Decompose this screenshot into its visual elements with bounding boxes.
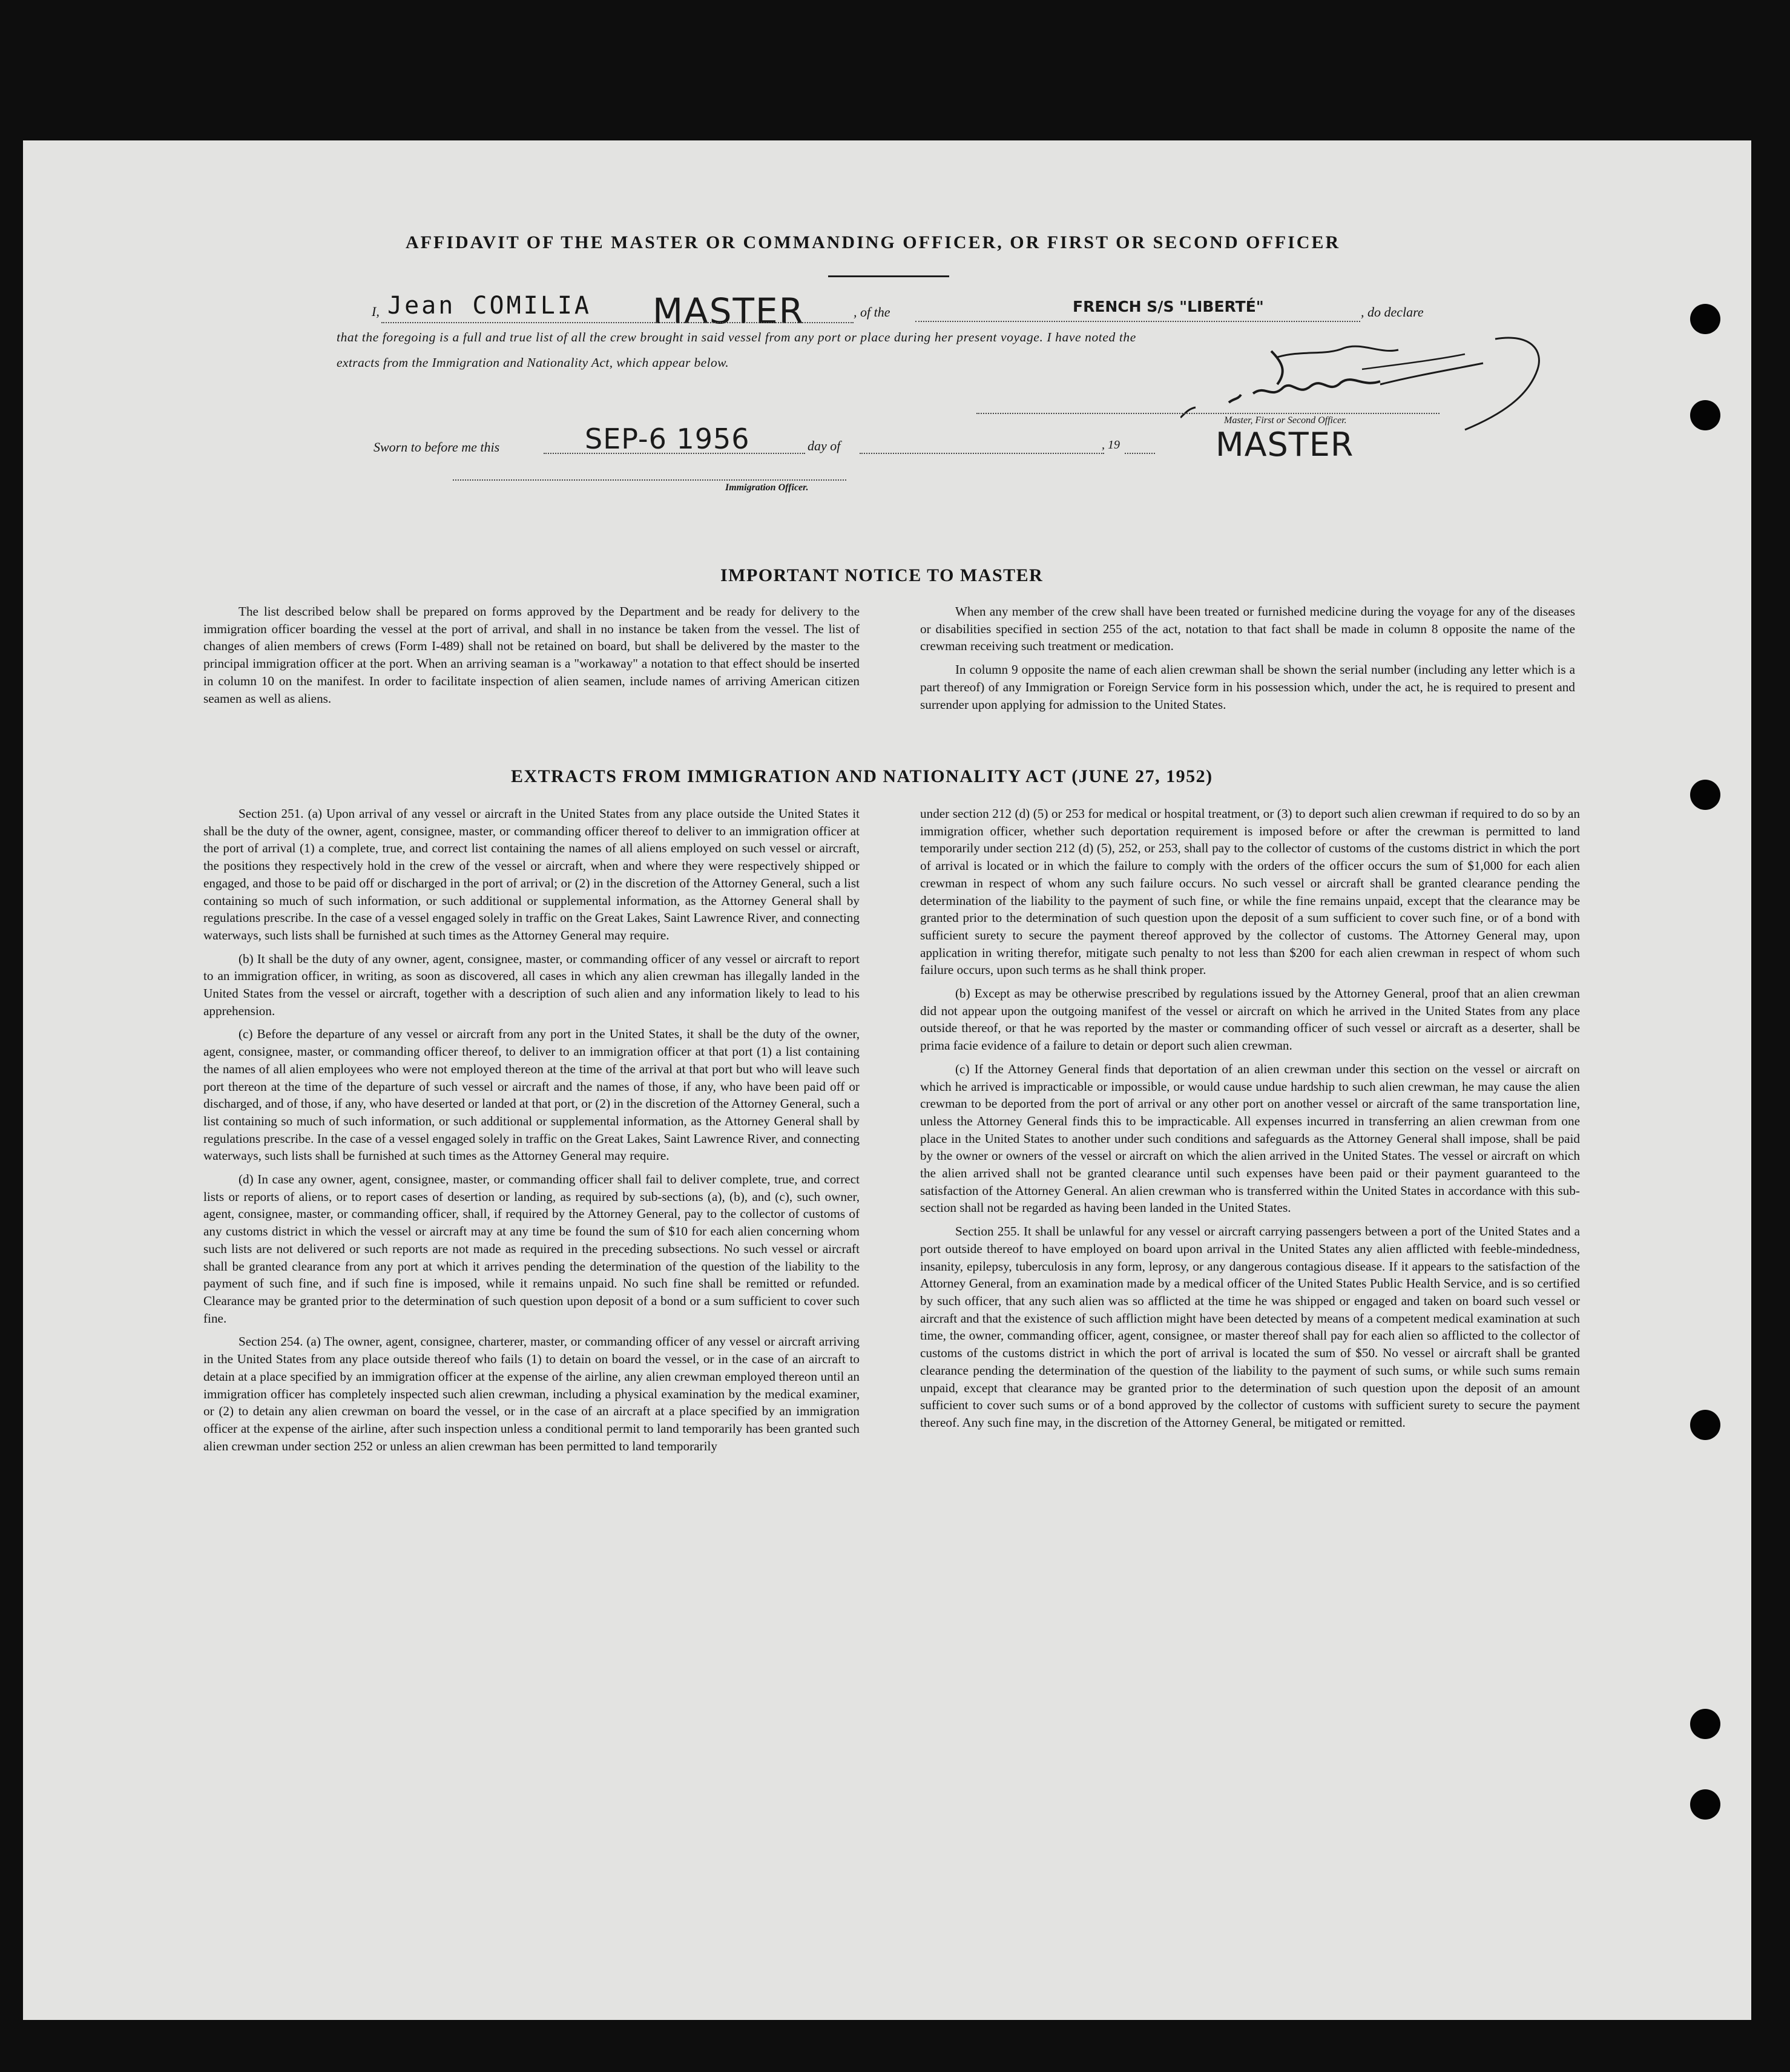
do-declare-label: , do declare xyxy=(1361,304,1424,320)
name-line xyxy=(381,322,854,323)
extract-paragraph: (b) Except as may be otherwise prescribed by regulations issued by the Attorney General, proof that an alien crewman did not appear upon the outgoing manifest of the vessel or aircraft on which he arrived in the United States from any place outside thereof, or that he was reported by the master or commanding officer of such vessel or aircraft as a deserter, shall be prima facie evidence of a failure to detain or deport such alien crewman. xyxy=(920,986,1580,1053)
officer-line xyxy=(453,479,846,481)
notice-title: IMPORTANT NOTICE TO MASTER xyxy=(720,565,1044,585)
day-of-label: day of xyxy=(808,438,841,453)
officer-label: Immigration Officer. xyxy=(725,482,809,493)
notice-paragraph: When any member of the crew shall have been treated or furnished medicine during the voyage for any of the diseases or disabilities specified in section 255 of the act, notation to that fact shall be made in column 8 opposite the name of the crewman receiving such treatment or medication. xyxy=(920,604,1575,654)
extract-paragraph: under section 212 (d) (5) or 253 for medical or hospital treatment, or (3) to deport such alien crewman if required to do so by an immigration officer, whether such deportation requirement is imposed before or after the crewman is permitted to land temporarily under section 212 (d) (5), 252, or 253, shall pay to the collector of customs of the customs district in which the port of arrival is located or in which the failure to comply with the orders of the officer occurs the sum of $1,000 for each alien crewman in respect of whom any such failure occurs. No such vessel or aircraft shall be granted clearance pending the determination of the liability to the payment of such fine, or while the fine remains unpaid, except that the clearance may be granted prior to the determination of such question upon the deposit of a sum sufficient to cover such fine, or of a bond with sufficient surety to secure the payment thereof approved by the collector of customs. The Attorney General may, upon application in writing therefor, mitigate such penalty to not less than $200 for each alien crewman in respect of whom such failure occurs, upon such terms as he shall think proper. xyxy=(920,806,1580,978)
declaration-line-2: that the foregoing is a full and true list of all the crew brought in said vessel from any port or place during her present voyage. I have noted the xyxy=(337,330,1136,344)
date-line xyxy=(544,453,805,454)
punch-hole xyxy=(1690,780,1720,810)
title-rule xyxy=(828,275,949,277)
year-line xyxy=(1125,453,1155,454)
extract-paragraph: (b) It shall be the duty of any owner, agent, consignee, master, or commanding officer of any vessel or aircraft to report to an immigration officer, in writing, as soon as discovered, all cases in which any alien crewman has illegally landed in the United States from the vessel or aircraft, together with a description of such alien and any information likely to lead to his apprehension. xyxy=(203,951,860,1018)
master-title-stamp: MASTER xyxy=(653,291,805,332)
punch-hole xyxy=(1690,1789,1720,1820)
vessel-line xyxy=(915,321,1360,322)
of-the-label: , of the xyxy=(854,304,890,320)
notice-paragraph: In column 9 opposite the name of each alien crewman shall be shown the serial number (including any letter which is a part thereof) of any Immigration or Foreign Service form in his possession which, under the act, he is required to present and surrender upon applying for admission to the United States. xyxy=(920,662,1575,712)
extract-paragraph: Section 251. (a) Upon arrival of any vessel or aircraft in the United States from any place outside the United States it shall be the duty of the owner, agent, consignee, master, or commanding officer thereof to deliver to an immigration officer at the port of arrival (1) a complete, true, and correct list containing the names of all aliens employed on such vessel or aircraft, the positions they respectively hold in the crew of the vessel or aircraft, when and where they were respectively shipped or engaged, and those to be paid off or discharged in the port of arrival; or (2) in the discretion of the Attorney General, such a list containing so much of such information, or such additional or supplemental information, as the Attorney General shall by regulations prescribe. In the case of a vessel engaged solely in traffic on the Great Lakes, Saint Lawrence River, and connecting waterways, such lists shall be furnished at such times as the Attorney General may require. xyxy=(203,806,860,942)
affidavit-title: AFFIDAVIT OF THE MASTER OR COMMANDING OFFICER, OR FIRST OR SECOND OFFICER xyxy=(406,232,1341,252)
master-name: Jean COMILIA xyxy=(387,292,591,320)
sworn-label: Sworn to before me this xyxy=(373,439,500,455)
sworn-date-stamp: SEP-6 1956 xyxy=(585,423,750,455)
signature-line xyxy=(976,413,1440,414)
extracts-right-column xyxy=(920,805,1580,1432)
extract-paragraph: Section 254. (a) The owner, agent, consignee, charterer, master, or commanding officer of any vessel or aircraft arriving in the United States from any place outside thereof who fails (1) to detain on board the vessel, or in the case of an aircraft to detain at a place specified by an immigration officer at the expense of the airline, any alien crewman employed thereon until an immigration officer has completely inspected such alien crewman, including a physical examination by the medical examiner, or (2) to detain any alien crewman on board the vessel, or in the case of an aircraft at a place specified by an immigration officer at the expense of the airline, after such inspection unless a conditional permit to land temporarily has been granted such alien crewman under section 252 or unless an alien crewman has been permitted to land temporarily xyxy=(203,1334,860,1453)
punch-hole xyxy=(1690,304,1720,334)
extract-paragraph: (c) If the Attorney General finds that deportation of an alien crewman under this section on the vessel or aircraft on which he arrived is impracticable or impossible, or would cause undue hardship to such alien crewman, he may cause the alien crewman to be deported from the port of arrival or any other port on another vessel or aircraft of the same transportation line, unless the Attorney General finds this to be impracticable. All expenses incurred in transferring an alien crewman from one place in the United States to another under such conditions and safeguards as the Attorney General shall impose, shall be paid by the owner or owners of the vessel or aircraft on which the alien arrived in the United States. The vessel or aircraft on which the alien arrived shall not be granted clearance until such expenses have been paid or their payment guaranteed to the satisfaction of the Attorney General. An alien crewman who is transferred within the United States in accordance with this sub-section shall not be regarded as having been landed in the United States. xyxy=(920,1061,1580,1215)
signature-caption: Master, First or Second Officer. xyxy=(1224,415,1347,426)
vessel-name: FRENCH S/S "LIBERTÉ" xyxy=(1073,298,1264,315)
extracts-left-column xyxy=(203,805,860,1455)
extract-paragraph: (c) Before the departure of any vessel or aircraft from any port in the United States, it shall be the duty of the owner, agent, consignee, master, or commanding officer thereof, to deliver to an immigration officer at that port (1) a list containing the names of all alien employees who were not employed thereon at the time of the arrival at that port but who will leave such port thereon at the time of the departure of such vessel or aircraft and the names of those, if any, who have been paid off or discharged, and of those, if any, who have deserted or landed at that port, or (2) in the discretion of the Attorney General, such a list containing so much of such information, or such additional or supplemental information, as the Attorney General shall by regulations prescribe. In the case of a vessel engaged solely in traffic on the Great Lakes, Saint Lawrence River, and connecting waterways, such lists shall be furnished at such times as the Attorney General may require. xyxy=(203,1027,860,1163)
month-line xyxy=(860,453,1104,454)
punch-hole xyxy=(1690,400,1720,430)
declaration-line-3: extracts from the Immigration and Nationality Act, which appear below. xyxy=(337,355,729,370)
extracts-title: EXTRACTS FROM IMMIGRATION AND NATIONALITY ACT (JUNE 27, 1952) xyxy=(511,766,1213,786)
extract-paragraph: Section 255. It shall be unlawful for any vessel or aircraft carrying passengers between a port of the United States and a port outside thereof to have employed on board upon arrival in the United States any alien afflicted with feeble-mindedness, insanity, epilepsy, tuberculosis in any form, leprosy, or any dangerous contagious disease. If it appears to the satisfaction of the Attorney General, from an examination made by a medical officer of the United States Public Health Service, and is so certified by such officer, that any such alien was so afflicted at the time he was shipped or engaged and taken on board such vessel or aircraft and that the existence of such affliction might have been detected by means of a competent medical examination at such time, the owner, commanding officer, agent, consignee, or master thereof shall pay for each alien so afflicted to the collector of customs of the customs district in which the port of arrival is located the sum of $50. No vessel or aircraft shall be granted clearance pending the determination of the question of the liability to the payment of such sums, or while such sums remain unpaid, except that clearance may be granted prior to the determination of such question upon the deposit of an amount sufficient to cover such sums or of a bond approved by the collector of customs with sufficient surety to secure the payment thereof. Any such fine may, in the discretion of the Attorney General, be mitigated or remitted. xyxy=(920,1224,1580,1430)
notice-paragraph: The list described below shall be prepared on forms approved by the Department and be ready for delivery to the immigration officer boarding the vessel at the port of arrival, and shall in no instance be taken from the vessel. The list of changes of alien members of crews (Form I-489) shall not be retained on board, but shall be delivered by the master to the principal immigration officer at the port. When an arriving seaman is a "workaway" a notation to that effect should be inserted in column 10 on the manifest. In order to facilitate inspection of alien seamen, include names of arriving American citizen seamen as well as aliens. xyxy=(203,604,860,706)
punch-hole xyxy=(1690,1709,1720,1739)
punch-hole xyxy=(1690,1410,1720,1440)
declaration-prefix: I, xyxy=(372,304,380,319)
notice-right-column xyxy=(920,603,1575,713)
extract-paragraph: (d) In case any owner, agent, consignee, master, or commanding officer shall fail to deliver complete, true, and correct lists or reports of aliens, or to report cases of desertion or landing, as required by sub-sections (a), (b), and (c), such owner, agent, consignee, master, or commanding officer, shall, if required by the Attorney General, pay to the collector of customs of any customs district in which the vessel or aircraft may at any time be found the sum of $10 for each alien concerning whom such lists are not delivered or such reports are not made as required in the preceding subsections. No such vessel or aircraft shall be granted clearance from any port at which it arrives pending the determination of the question of the liability to the payment of such fine, and if such fine is imposed, while it remains unpaid. No such fine shall be remitted or refunded. Clearance may be granted prior to the determination of such question upon deposit of a bond or a sum sufficient to cover such fine. xyxy=(203,1172,860,1326)
notice-left-column xyxy=(203,603,860,707)
signature-master-stamp: MASTER xyxy=(1216,426,1354,464)
year-label: , 19 xyxy=(1102,438,1120,452)
